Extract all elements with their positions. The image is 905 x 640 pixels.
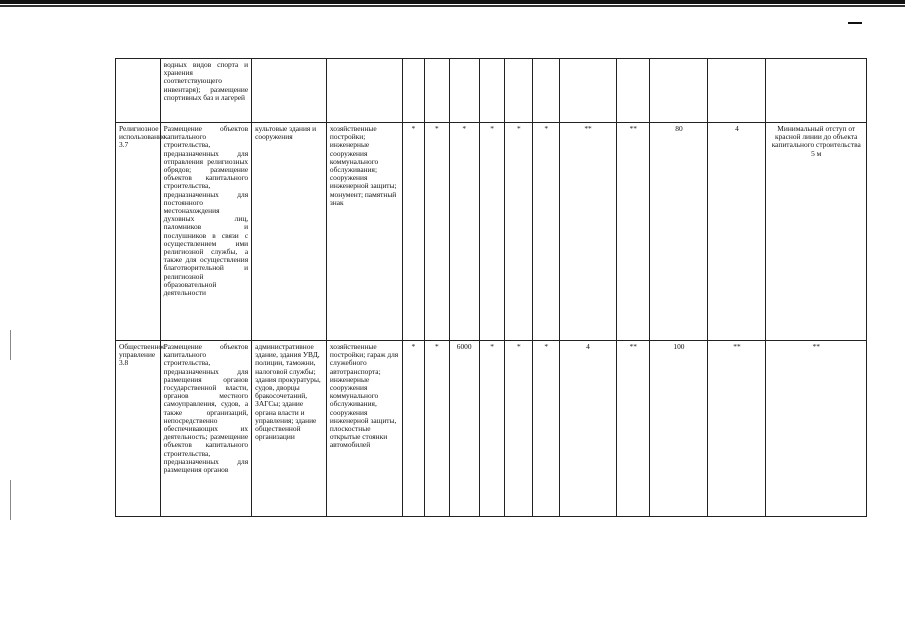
param-cell: * (425, 341, 450, 517)
param-cell: ** (616, 123, 649, 341)
param-cell (650, 59, 708, 123)
param-cell: 80 (650, 123, 708, 341)
param-cell: * (402, 123, 424, 341)
top-border-thin-line (0, 5, 905, 7)
scan-artifact-line (10, 480, 11, 520)
auxiliary-use-cell (326, 59, 402, 123)
note-cell: Минимальный отступ от красной линии до объекта капитального строительства 5 м (766, 123, 867, 341)
param-cell: 4 (708, 123, 766, 341)
param-cell: * (533, 341, 560, 517)
param-cell: ** (616, 341, 649, 517)
param-cell: 4 (560, 341, 617, 517)
param-cell: * (505, 123, 533, 341)
auxiliary-use-cell: хозяйственные постройки; гараж для служебного автотранспорта; инженерные сооружения коммунального обслуживания, сооружения инженерной защиты, плоскостные открытые стоянки автомобилей (326, 341, 402, 517)
param-cell: * (402, 341, 424, 517)
top-border (0, 0, 905, 8)
note-cell (766, 59, 867, 123)
param-cell: ** (708, 341, 766, 517)
table-row (116, 341, 867, 517)
main-use-cell: культовые здания и сооружения (252, 123, 327, 341)
use-type-name-cell: Религиозное использование 3.7 (116, 123, 161, 341)
param-cell: * (479, 341, 505, 517)
param-cell (708, 59, 766, 123)
param-cell (449, 59, 479, 123)
auxiliary-use-cell: хозяйственные постройки; инженерные сооружения коммунального обслуживания; сооружения инженерной защиты; монумент; памятный знак (326, 123, 402, 341)
use-type-name-cell: Общественное управление 3.8 (116, 341, 161, 517)
param-cell: 6000 (449, 341, 479, 517)
use-type-name-cell (116, 59, 161, 123)
note-cell: ** (766, 341, 867, 517)
table-row (116, 59, 867, 123)
param-cell (505, 59, 533, 123)
param-cell (425, 59, 450, 123)
param-cell: * (479, 123, 505, 341)
param-cell (560, 59, 617, 123)
param-cell: 100 (650, 341, 708, 517)
corner-mark (848, 22, 862, 24)
use-description-cell: Размещение объектов капитального строительства, предназначенных для размещения органов государственной власти, органов местного самоуправления, судов, а также организаций, непосредственно обеспечивающих их деятельность; размещение объектов капитального строительства, предназначенных для размещения органов (160, 341, 252, 517)
param-cell: * (533, 123, 560, 341)
main-use-cell: административное здание, здания УВД, полиции, таможни, налоговой службы; здания прокуратуры, судов, дворцы бракосочетаний, ЗАГСы; здание органа власти и управления; здание общественной организации (252, 341, 327, 517)
param-cell: * (449, 123, 479, 341)
use-description-cell: водных видов спорта и хранения соответствующего инвентаря); размещение спортивных баз и лагерей (160, 59, 252, 123)
scan-artifact-line (10, 330, 11, 360)
land-use-regulations-table (115, 58, 867, 517)
param-cell (479, 59, 505, 123)
param-cell: ** (560, 123, 617, 341)
use-description-cell: Размещение объектов капитального строительства, предназначенных для отправления религиозных обрядов; размещение объектов капитального строительства, предназначенных для постоянного местонахождения духовных лиц, паломников и послушников в связи с осуществлением ими религиозной службы, а также для осуществления благотворительной и религиозной образовательной деятельности (160, 123, 252, 341)
top-border-thick-line (0, 0, 905, 4)
param-cell: * (425, 123, 450, 341)
param-cell (402, 59, 424, 123)
param-cell (533, 59, 560, 123)
param-cell: * (505, 341, 533, 517)
table-row (116, 123, 867, 341)
param-cell (616, 59, 649, 123)
main-use-cell (252, 59, 327, 123)
